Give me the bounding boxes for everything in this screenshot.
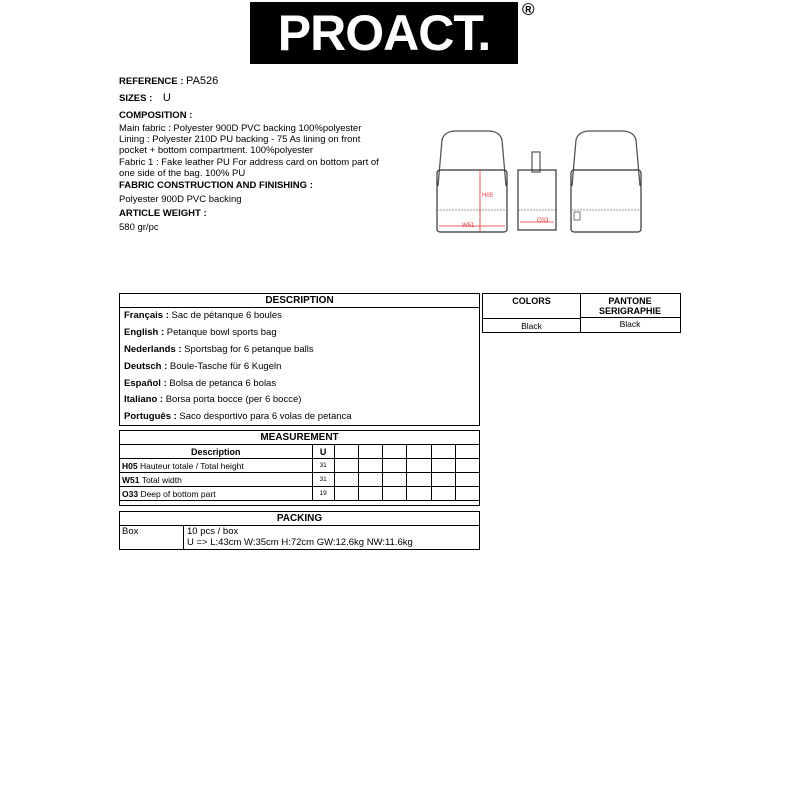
lang-text: Bolsa de petanca 6 bolas	[166, 378, 277, 389]
registered-mark: ®	[522, 0, 535, 19]
fabric-label: FABRIC CONSTRUCTION AND FINISHING :	[119, 180, 313, 191]
packing-box	[119, 511, 480, 550]
reference-line	[119, 76, 218, 87]
packing-label: Box	[120, 526, 184, 549]
measurement-desc-cell	[120, 487, 313, 501]
weight-label: ARTICLE WEIGHT :	[119, 208, 207, 219]
description-row-fr	[124, 310, 282, 321]
composition-line-5: one side of the bag. 100% PU	[119, 168, 246, 179]
measurement-value: 19	[312, 487, 334, 501]
colors-header: COLORS	[483, 294, 581, 319]
measurement-title: MEASUREMENT	[120, 431, 479, 445]
composition-line-4: Fabric 1 : Fake leather PU For address card on bottom part of	[119, 157, 379, 168]
sizes-line	[119, 93, 171, 104]
measurement-desc-cell	[120, 473, 313, 487]
packing-line-1: 10 pcs / box	[187, 526, 239, 537]
lang-label: English :	[124, 327, 165, 338]
measurement-code: O33	[122, 488, 139, 499]
composition-line-1: Main fabric : Polyester 900D PVC backing 100%polyester	[119, 123, 362, 134]
packing-details	[187, 526, 413, 548]
measurement-code: W51	[122, 474, 140, 485]
width-dimension-label: W51	[462, 223, 475, 229]
description-box	[119, 293, 480, 426]
lang-text: Sportsbag for 6 petanque balls	[181, 344, 314, 355]
weight-value: 580 gr/pc	[119, 222, 159, 233]
bag-front-view	[430, 126, 514, 238]
measurement-value: 31	[312, 459, 334, 473]
description-row-es	[124, 378, 276, 389]
measurement-desc-cell	[120, 459, 313, 473]
lang-label: Português :	[124, 411, 177, 422]
measurement-text: Deep of bottom part	[138, 488, 216, 499]
lang-text: Petanque bowl sports bag	[164, 327, 277, 338]
description-row-de	[124, 361, 281, 372]
measurement-code: H05	[122, 460, 138, 471]
measurement-value: 31	[312, 473, 334, 487]
fabric-value: Polyester 900D PVC backing	[119, 194, 242, 205]
sizes-value: U	[162, 92, 171, 104]
composition-line-2: Lining : Polyester 210D PU backing - 75 As lining on front	[119, 134, 361, 145]
lang-label: Deutsch :	[124, 361, 168, 372]
description-row-nl	[124, 344, 314, 355]
measurement-text: Total width	[139, 474, 182, 485]
reference-value: PA526	[186, 75, 219, 87]
size-col-header: U	[312, 445, 334, 459]
sizes-label: SIZES :	[119, 93, 153, 104]
lang-label: Français :	[124, 310, 169, 321]
lang-text: Borsa porta bocce (per 6 bocce)	[163, 394, 302, 405]
lang-text: Boule-Tasche für 6 Kugeln	[167, 361, 282, 372]
color-value: Black	[483, 319, 581, 332]
composition-label: COMPOSITION :	[119, 110, 193, 121]
pantone-header: PANTONE SERIGRAPHIE	[580, 294, 680, 318]
colors-box	[482, 293, 681, 333]
lang-label: Español :	[124, 378, 167, 389]
measurement-table	[119, 444, 480, 501]
composition-line-3: pocket + bottom compartment. 100%polyester	[119, 145, 314, 156]
height-dimension-label: H05	[482, 193, 494, 199]
reference-label: REFERENCE :	[119, 76, 184, 87]
lang-text: Sac de pétanque 6 boules	[168, 310, 282, 321]
description-row-pt	[124, 411, 352, 422]
description-row-en	[124, 327, 277, 338]
pantone-value: Black	[619, 319, 641, 329]
brand-logo: PROACT.	[250, 2, 518, 64]
lang-text: Saco desportivo para 6 volas de petanca	[176, 411, 352, 422]
packing-title: PACKING	[120, 512, 479, 526]
table-row	[120, 487, 480, 501]
bag-back-view	[564, 126, 648, 238]
packing-line-2: U => L:43cm W:35cm H:72cm GW:12.6kg NW:11.6kg	[187, 537, 413, 548]
table-row	[120, 459, 480, 473]
description-title: DESCRIPTION	[120, 294, 479, 308]
lang-label: Nederlands :	[124, 344, 182, 355]
measurement-text: Hauteur totale / Total height	[137, 460, 244, 471]
lang-label: Italiano :	[124, 394, 164, 405]
description-row-it	[124, 394, 301, 405]
measurement-box	[119, 430, 480, 506]
description-col-header: Description	[120, 445, 313, 459]
measurement-header-row	[120, 445, 480, 459]
table-row	[120, 473, 480, 487]
depth-dimension-label: O33	[537, 218, 549, 224]
